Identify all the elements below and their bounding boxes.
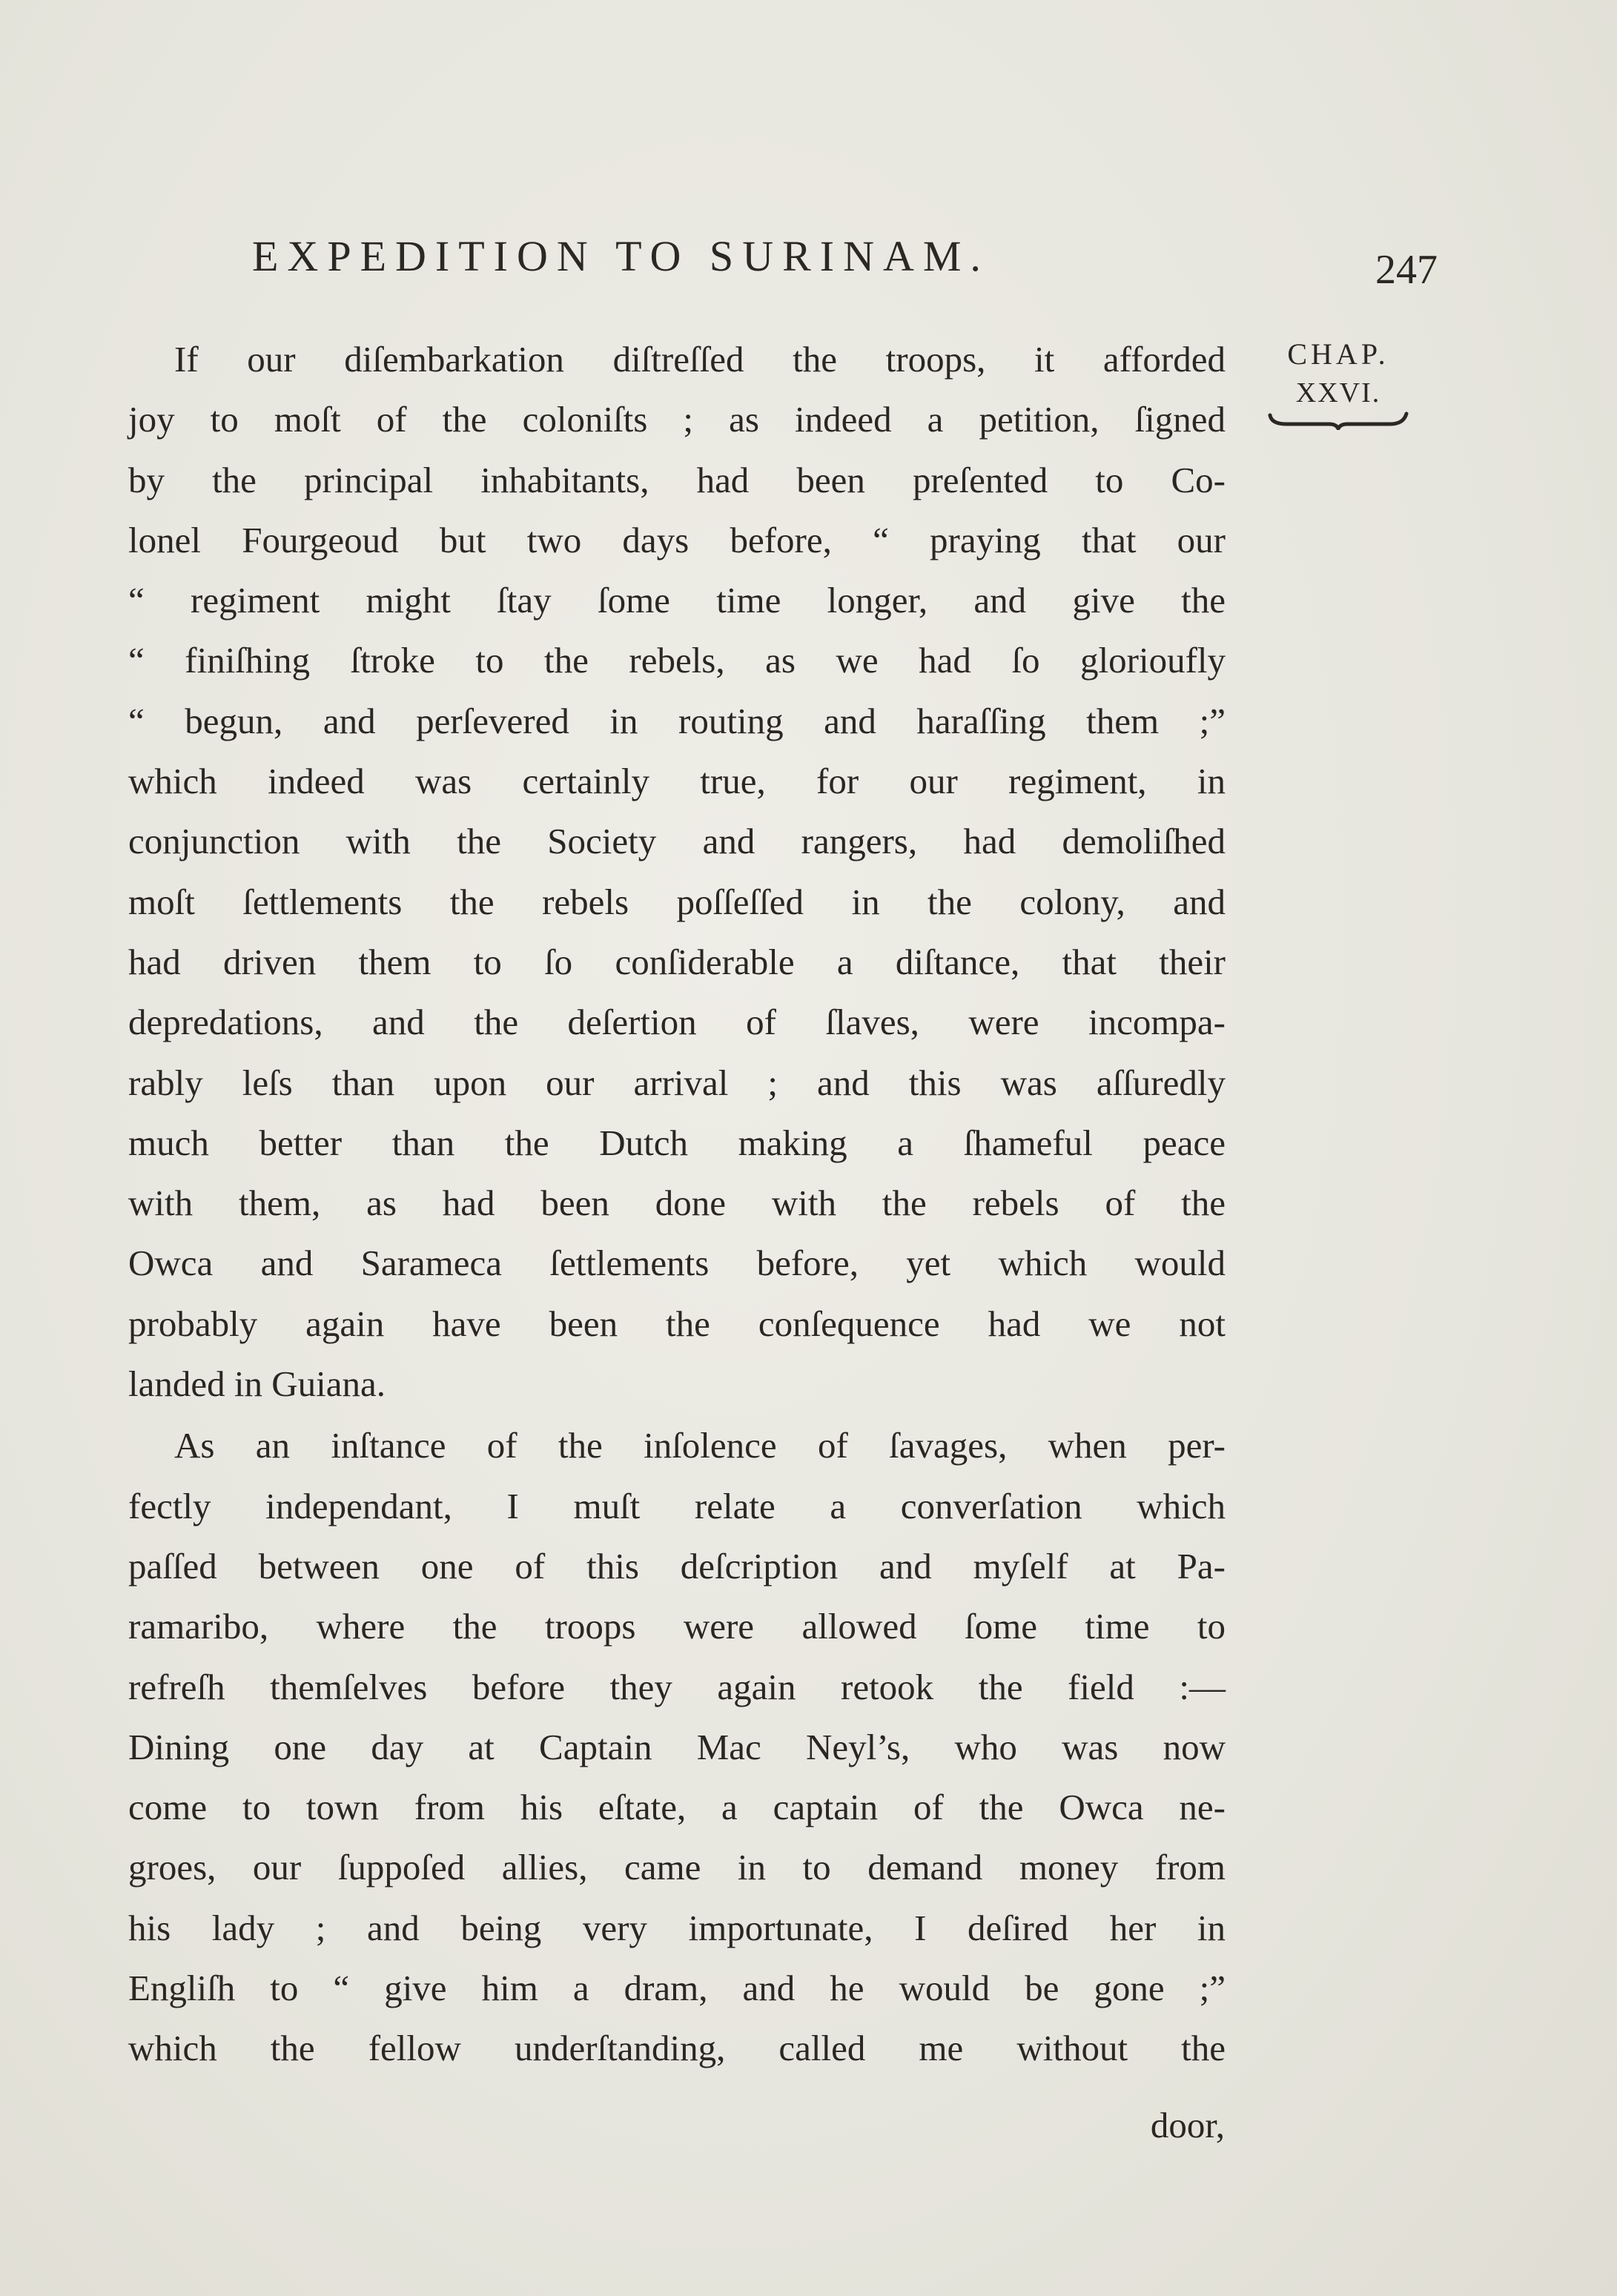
text-line: much better than the Dutch making a ſhameful peace: [128, 1122, 1226, 1163]
text-line: Dining one day at Captain Mac Neyl’s, who was now: [128, 1726, 1226, 1767]
text-line: rably leſs than upon our arrival ; and this was aſſuredly: [128, 1062, 1226, 1103]
text-line: his lady ; and being very importunate, I deſired her in: [128, 1907, 1226, 1948]
text-line: fectly independant, I muſt relate a converſation which: [128, 1485, 1226, 1526]
text-line: moſt ſettlements the rebels poſſeſſed in the colony, and: [128, 881, 1226, 922]
text-line: conjunction with the Society and rangers, had demoliſhed: [128, 821, 1226, 862]
text-line: by the principal inhabitants, had been preſented to Co-: [128, 459, 1226, 500]
text-line: “ regiment might ſtay ſome time longer, and give the: [128, 580, 1226, 621]
running-head: EXPEDITION TO SURINAM.: [252, 232, 990, 280]
text-line: depredations, and the deſertion of ſlaves, were incompa-: [128, 1002, 1226, 1043]
text-line: “ finiſhing ſtroke to the rebels, as we had ſo glorioufly: [128, 640, 1226, 681]
chapter-number: XXVI.: [1295, 377, 1381, 408]
text-line: groes, our ſuppoſed allies, came in to demand money from: [128, 1847, 1226, 1888]
text-line: which the fellow underſtanding, called me without the: [128, 2028, 1226, 2069]
text-line: had driven them to ſo conſiderable a diſtance, that their: [128, 941, 1226, 982]
chapter-margin-note: [1260, 334, 1416, 430]
bracket-ornament-icon: [1264, 411, 1412, 430]
text-line: landed in Guiana.: [128, 1363, 386, 1405]
text-line: Owca and Sarameca ſettlements before, yet which would: [128, 1243, 1226, 1284]
chapter-label: CHAP.: [1287, 337, 1389, 371]
catchword: door,: [1150, 2105, 1225, 2146]
text-line: probably again have been the conſequence had we not: [128, 1303, 1226, 1344]
text-line: If our diſembarkation diſtreſſed the troops, it afforded: [174, 339, 1226, 380]
text-line: joy to moſt of the coloniſts ; as indeed a petition, ſigned: [128, 399, 1226, 440]
text-line: which indeed was certainly true, for our regiment, in: [128, 761, 1226, 802]
text-line: “ begun, and perſevered in routing and haraſſing them ;”: [128, 700, 1226, 741]
body-text: [128, 329, 1226, 2079]
text-line: lonel Fourgeoud but two days before, “ praying that our: [128, 519, 1226, 560]
text-line: with them, as had been done with the rebels of the: [128, 1182, 1226, 1224]
text-line: ramaribo, where the troops were allowed ſome time to: [128, 1606, 1226, 1647]
text-line: refreſh themſelves before they again retook the field :—: [128, 1666, 1226, 1707]
text-line: As an inſtance of the inſolence of ſavages, when per-: [174, 1425, 1226, 1466]
text-line: come to town from his eſtate, a captain of the Owca ne-: [128, 1787, 1226, 1828]
text-line: paſſed between one of this deſcription and myſelf at Pa-: [128, 1545, 1226, 1587]
page-number: 247: [1375, 247, 1438, 293]
text-line: Engliſh to “ give him a dram, and he would be gone ;”: [128, 1968, 1226, 2009]
